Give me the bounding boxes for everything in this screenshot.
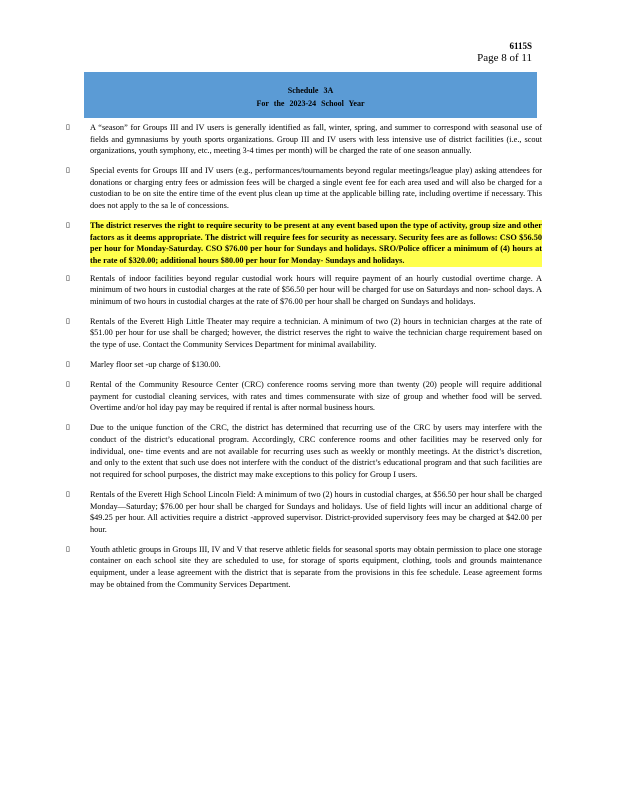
list-item: [66, 544, 542, 590]
highlighted-paragraph: The district reserves the right to require security to be present at any event based upon the type of activity, group size and other factors as it deems appropriate. The district will require fees for security as necessary. Security fees are as follows: CSO $56.50 per hour for Monday-Saturday. CSO $76.00 per hour for Sundays and holidays. SRO/Police officer a minimum of (4) hours at the rate of $320.00; additional hours $80.00 per hour for Monday- Sundays and holidays.: [90, 221, 542, 265]
list-item: [66, 316, 542, 351]
page-header: [477, 40, 532, 64]
bullet-icon: ▯: [66, 380, 70, 389]
bullet-icon: ▯: [66, 221, 70, 230]
bullet-icon: ▯: [66, 166, 70, 175]
bullet-icon: ▯: [66, 489, 70, 498]
list-item: [66, 122, 542, 157]
paragraph-text: Due to the unique function of the CRC, the district has determined that recurring use of the CRC by users may interfere with the conduct of the district’s educational program. Accordingly, CRC conference rooms and other facilities may be reserved only for individual, one- time events and are not available for recurring uses such as weekly or monthly meetings. At the district’s discretion, and only to the extent that such use does not interfere with the conduct of the district’s educational program and that such facilities are not required for school purposes, the district may make exceptions to this policy for Group I users.: [90, 423, 542, 479]
paragraph-text: Rentals of the Everett High Little Theater may require a technician. A minimum of two (2) hours in technician charges at the rate of $51.00 per hour for use shall be charged; however, the district reserves the right to waive the technician charge requirement based on the type of use. Contact the Community Services Department for minimal availability.: [90, 316, 542, 349]
bullet-icon: ▯: [66, 273, 70, 282]
fee-schedule-list: [66, 122, 542, 599]
schedule-banner: [84, 72, 537, 118]
list-item: [66, 489, 542, 535]
paragraph-text: Marley floor set -up charge of $130.00.: [90, 360, 221, 370]
bullet-icon: ▯: [66, 123, 70, 131]
bullet-icon: ▯: [66, 316, 70, 325]
list-item: [66, 379, 542, 414]
banner-subtitle: For the 2023-24 School Year: [256, 99, 365, 108]
bullet-icon: ▯: [66, 423, 70, 432]
document-number: 6115S: [509, 41, 532, 51]
paragraph-text: Rental of the Community Resource Center (CRC) conference rooms serving more than twenty (20) people will require additional payment for custodial cleaning services, with rates and times commensurate with size of group and whether food will be served. Overtime and/or hol iday pay may be required if rental is after normal business hours.: [90, 380, 542, 413]
banner-title: Schedule 3A: [287, 86, 334, 95]
list-item: [66, 359, 542, 371]
paragraph-text: Rentals of the Everett High School Lincoln Field: A minimum of two (2) hours in custodial charges, at $56.50 per hour shall be charged Monday—Saturday; $76.00 per hour shall be charged for Sundays and holidays. Use of field lights will incur an additional charge of $49.25 per hour. All activities require a district -approved supervisor. District-provided supervisory fees may be charged at $42.00 per hour.: [90, 489, 542, 534]
paragraph-text: Rentals of indoor facilities beyond regular custodial work hours will require payment of an hourly custodial overtime charge. A minimum of two hours in custodial charges at the rate of $56.50 per hour will be charged for use on Saturdays and non- school days. A minimum of two hours in custodial charges at the rate of $76.00 per hour shall be charged on Sundays and holidays.: [90, 273, 542, 306]
paragraph-text: A “season” for Groups III and IV users is generally identified as fall, winter, spring, and summer to correspond with seasonal use of fields and gymnasiums by youth sports organizations. Group III and IV users with less intensive use of district facilities (i.e., scout organizations, youth symphony, etc., meeting 3-4 times per month) will be charged the rate of one season annually.: [90, 123, 542, 156]
page-number: Page 8 of 11: [477, 52, 532, 64]
bullet-icon: ▯: [66, 360, 70, 369]
list-item: [66, 273, 542, 308]
paragraph-text: Youth athletic groups in Groups III, IV and V that reserve athletic fields for seasonal sports may obtain permission to place one storage container on each school site they are scheduled to use, for storage of sports equipment, clothing, tools and grounds maintenance equipment, under a lease agreement with the district that is separate from the provisions in this fee schedule. Lease agreement forms may be obtained from the Community Services Department.: [90, 544, 542, 589]
list-item: [66, 220, 542, 266]
list-item: [66, 422, 542, 480]
bullet-icon: ▯: [66, 544, 70, 553]
list-item: [66, 165, 542, 211]
paragraph-text: Special events for Groups III and IV users (e.g., performances/tournaments beyond regular meetings/league play) asking attendees for donations or charging entry fees or admission fees will be charged a single event fee for each area used and will also be charged for a custodian to be on site the entire time of the event plus clean up time at the applicable billing rate, including overtime if necessary. This does not apply to the sa le of concessions.: [90, 166, 542, 211]
